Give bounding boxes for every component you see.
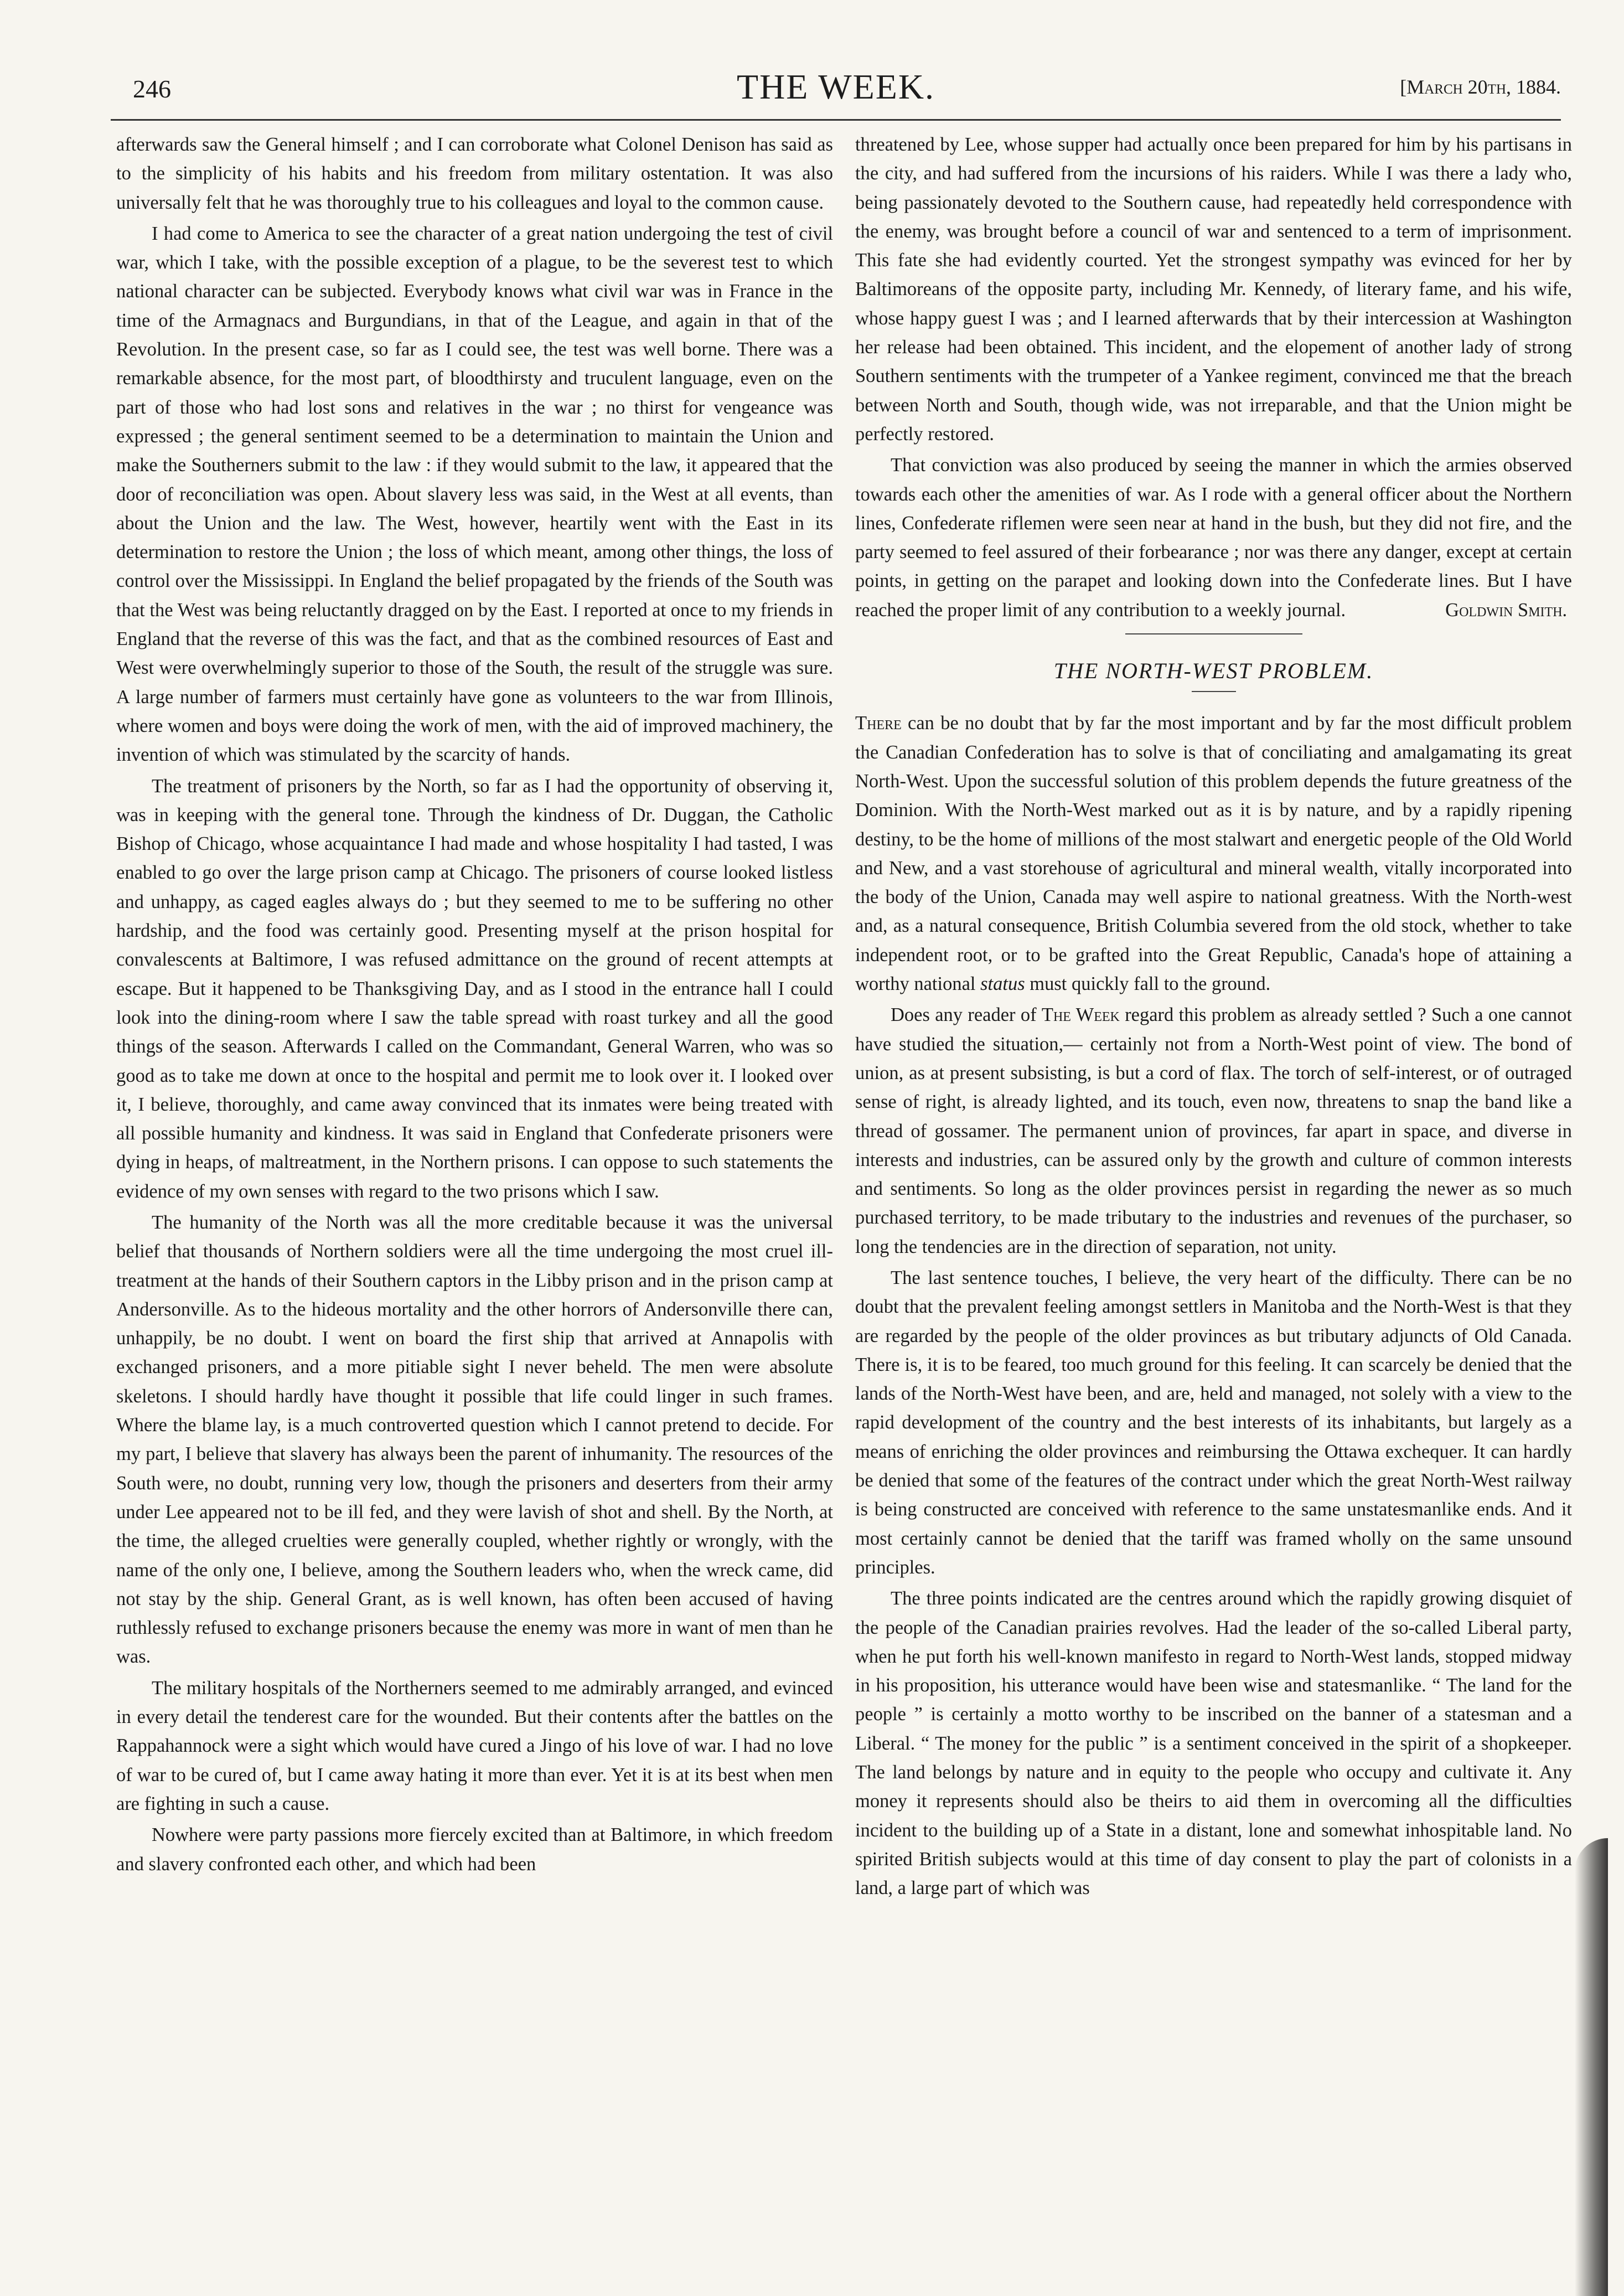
paragraph — [855, 1000, 1572, 1261]
paragraph-text: regard this problem as already settled ? Such a one cannot have studied the situation,— certainly not from a North-West point of view. The bond of union, as at present subsisting, is but a cord of flax. The torch of self-interest, or of outraged sense of right, is already lighted, and its touch, even now, threatens to snap the band like a thread of gossamer. The permanent union of provinces, far apart in space, and diverse in interests and industries, can be assured only by the growth and culture of common interests and sentiments. So long as the older provinces persist in regarding the newer as so much purchased territory, to be made tributary to the industries and revenues of the purchaser, so long the tendencies are in the direction of separation, not unity. — [855, 1004, 1572, 1257]
title-rule — [1192, 691, 1236, 692]
article-title: THE NORTH-WEST PROBLEM. — [1053, 658, 1374, 684]
paragraph: The three points indicated are the centres around which the rapidly growing disquiet of the people of the Canadian prairies revolves. Had the leader of the so-called Liberal party, when he put forth his well-known manifesto in regard to North-West lands, stopped midway in his proposition, his utterance would have been wise and statesmanlike. “ The land for the people ” is certainly a motto worthy to be inscribed on the banner of a statesman and a Liberal. “ The money for the public ” is a sentiment conceived in the spirit of a shopkeeper. The land belongs by nature and in equity to the people who occupy and cultivate it. Any money it represents should also be theirs to aid them in overcoming all the difficulties incident to the building up of a State in a distant, lone and somewhat inhospitable land. No spirited British subjects would at this time of day consent to play the part of colonists in a land, a large part of which was — [855, 1588, 1572, 1899]
paragraph: I had come to America to see the character of a great nation undergoing the test of civil war, which I take, with the possible exception of a plague, to be the severest test to which national character can be subjected. Everybody knows what civil war was in France in the time of the Armagnacs and Burgundians, in that of the League, and again in that of the Revolution. In the present case, so far as I could see, the test was well borne. There was a remarkable absence, for the most part, of bloodthirsty and truculent language, even on the part of those who had lost sons and relatives in the war ; no thirst for vengeance was expressed ; the general sentiment seemed to be a determination to maintain the Union and make the Southerners submit to the law : if they would submit to the law, it appeared that the door of reconciliation was open. About slavery less was said, in the West at all events, than about the Union and the law. The West, however, heartily went with the East in its determination to restore the Union ; the loss of which meant, among other things, the loss of control over the Mississippi. In England the belief propagated by the friends of the South was that the West was being reluctantly dragged on by the East. I reported at once to my friends in England that the reverse of this was the fact, and that as the combined resources of East and West were overwhelmingly superior to those of the South, the result of the struggle was sure. A large number of farmers must certainly have gone as volunteers to the war from Illinois, where women and boys were doing the work of men, with the aid of improved machinery, the invention of which was stimulated by the scarcity of hands. — [116, 223, 833, 766]
paragraph: The humanity of the North was all the more creditable because it was the universal belief that thousands of Northern soldiers were all the time undergoing the most cruel ill-treatment at the hands of their Southern captors in the Libby prison and in the prison camp at Andersonville. As to the hideous mortality and the other horrors of Andersonville there can, unhappily, be no doubt. I went on board the first ship that arrived at Annapolis with exchanged prisoners, and a more pitiable sight I never beheld. The men were absolute skeletons. I should hardly have thought it possible that life could linger in such frames. Where the blame lay, is a much controverted question which I cannot pretend to decide. For my part, I believe that slavery has always been the parent of inhumanity. The resources of the South were, no doubt, running very low, though the prisoners and deserters from their army under Lee appeared not to be ill fed, and they were lavish of shot and shell. By the North, at the time, the alleged cruelties were generally coupled, whether rightly or wrongly, with the name of the only one, I believe, among the Southern leaders who, when the wreck came, did not stay by the ship. General Grant, as is well known, has often been accused of having ruthlessly refused to exchange prisoners because the enemy was more in want of men than he was. — [116, 1211, 833, 1668]
section-divider — [1125, 633, 1302, 634]
journal-title: THE WEEK. — [736, 67, 935, 106]
journal-name: The Week — [1041, 1004, 1120, 1026]
author-signature: Goldwin Smith. — [1445, 599, 1568, 621]
last-paragraph-text: That conviction was also produced by seeing the manner in which the armies observed towards each other the amenities of war. As I rode with a general officer about the Northern lines, Confederate riflemen were seen near at hand in the bush, but they did not fire, and the party seemed to feel assured of their forbearance ; nor was there any danger, except at certain points, in getting on the parapet and looking down into the Confederate lines. But I have reached the proper limit of any contribution to a weekly journal. — [855, 455, 1572, 621]
paragraph-text: Does any reader of — [891, 1004, 1042, 1026]
paragraph: afterwards saw the General himself ; and I can corroborate what Colonel Denison has said as to the simplicity of his habits and his freedom from military ostentation. It was also universally felt that he was thoroughly true to his colleagues and loyal to the common cause. — [116, 134, 833, 213]
header-rule — [111, 119, 1561, 121]
paragraph-text: can be no doubt that by far the most important and by far the most difficult problem the Canadian Confederation has to solve is that of conciliating and amalgamating its great North-West. Upon the successful solution of this problem depends the future greatness of the Dominion. With the North-West marked out as it is by nature, and by a rapidly ripening destiny, to be the home of millions of the most stalwart and energetic people of the Old World and New, and a vast storehouse of agricultural and mineral wealth, vitally incorporated into the body of the Union, Canada may well aspire to national greatness. With the North-west and, as a natural consequence, British Columbia severed from the old stock, whether to take independent root, or to be grafted into the Great Republic, Canada's hope of attaining a worthy national — [855, 713, 1572, 995]
paragraph: Nowhere were party passions more fiercely excited than at Baltimore, in which freedom and slavery confronted each other, and which had been — [116, 1824, 833, 1875]
left-column — [116, 130, 833, 1881]
page-edge-shadow — [1575, 1838, 1608, 2296]
paragraph — [855, 451, 1572, 625]
page-header — [111, 66, 1561, 116]
paragraph: threatened by Lee, whose supper had actually once been prepared for him by his partisans in the city, and had suffered from the incursions of his raiders. While I was there a lady who, being passionately devoted to the Southern cause, had repeatedly held correspondence with the enemy, was brought before a council of war and sentenced to a term of imprisonment. This fate she had evidently courted. Yet the strongest sympathy was evinced for her by Baltimoreans of the opposite party, including Mr. Kennedy, of literary fame, and his wife, whose happy guest I was ; and I learned afterwards that by their intercession at Washington her release had been obtained. This incident, and the elopement of another lady of strong Southern sentiments with the trumpeter of a Yankee regiment, convinced me that the breach between North and South, though wide, was not irreparable, and that the Union might be perfectly restored. — [855, 134, 1572, 445]
paragraph: The military hospitals of the Northerners seemed to me admirably arranged, and evinced in every detail the tenderest care for the wounded. But their contents after the battles on the Rappahannock were a sight which would have cured a Jingo of his love of war. I had no love of war to be cured of, but I came away hating it more than ever. Yet it is at its best when men are fighting in such a cause. — [116, 1677, 833, 1814]
paragraph: The last sentence touches, I believe, the very heart of the difficulty. There can be no doubt that the prevalent feeling amongst settlers in Manitoba and the North-West is that they are regarded by the people of the older provinces as but tributary adjuncts of Old Canada. There is, it is to be feared, too much ground for this feeling. It can scarcely be denied that the lands of the North-West have been, and are, held and managed, not solely with a view to the rapid development of the country and the best interests of its inhabitants, but largely as a means of enriching the older provinces and reimbursing the Ottawa exchequer. It can hardly be denied that some of the features of the contract under which the great North-West railway is being constructed are conceived with reference to the same unstatesmanlike ends. And it most certainly cannot be denied that the tariff was framed wholly on the same unsound principles. — [855, 1267, 1572, 1578]
paragraph: The treatment of prisoners by the North, so far as I had the opportunity of observing it, was in keeping with the general tone. Through the kindness of Dr. Duggan, the Catholic Bishop of Chicago, whose acquaintance I had made and whose hospitality I had tasted, I was enabled to go over the large prison camp at Chicago. The prisoners of course looked listless and unhappy, as caged eagles always do ; but they seemed to me to be suffering no other hardship, and the food was certainly good. Presenting myself at the prison hospital for convalescents at Baltimore, I was refused admittance on the ground of recent attempts at escape. But it happened to be Thanksgiving Day, and as I stood in the entrance hall I could look into the dining-room where I saw the table spread with roast turkey and all the good things of the season. Afterwards I called on the Commandant, General Warren, who was so good as to take me down at once to the hospital and permit me to look over it. I looked over it, I believe, thoroughly, and came away convinced that its inmates were being treated with all possible humanity and kindness. It was said in England that Confederate prisoners were dying in heaps, of maltreatment, in the Northern prisons. I can oppose to such statements the evidence of my own senses with regard to the two prisons which I saw. — [116, 775, 833, 1202]
lead-word: There — [855, 713, 902, 734]
issue-date: [March 20th, 1884. — [1400, 76, 1561, 98]
italic-word: status — [980, 973, 1025, 995]
paragraph-text: must quickly fall to the ground. — [1025, 973, 1271, 995]
page-number: 246 — [133, 75, 171, 103]
right-column — [855, 130, 1572, 1905]
paragraph — [855, 709, 1572, 998]
